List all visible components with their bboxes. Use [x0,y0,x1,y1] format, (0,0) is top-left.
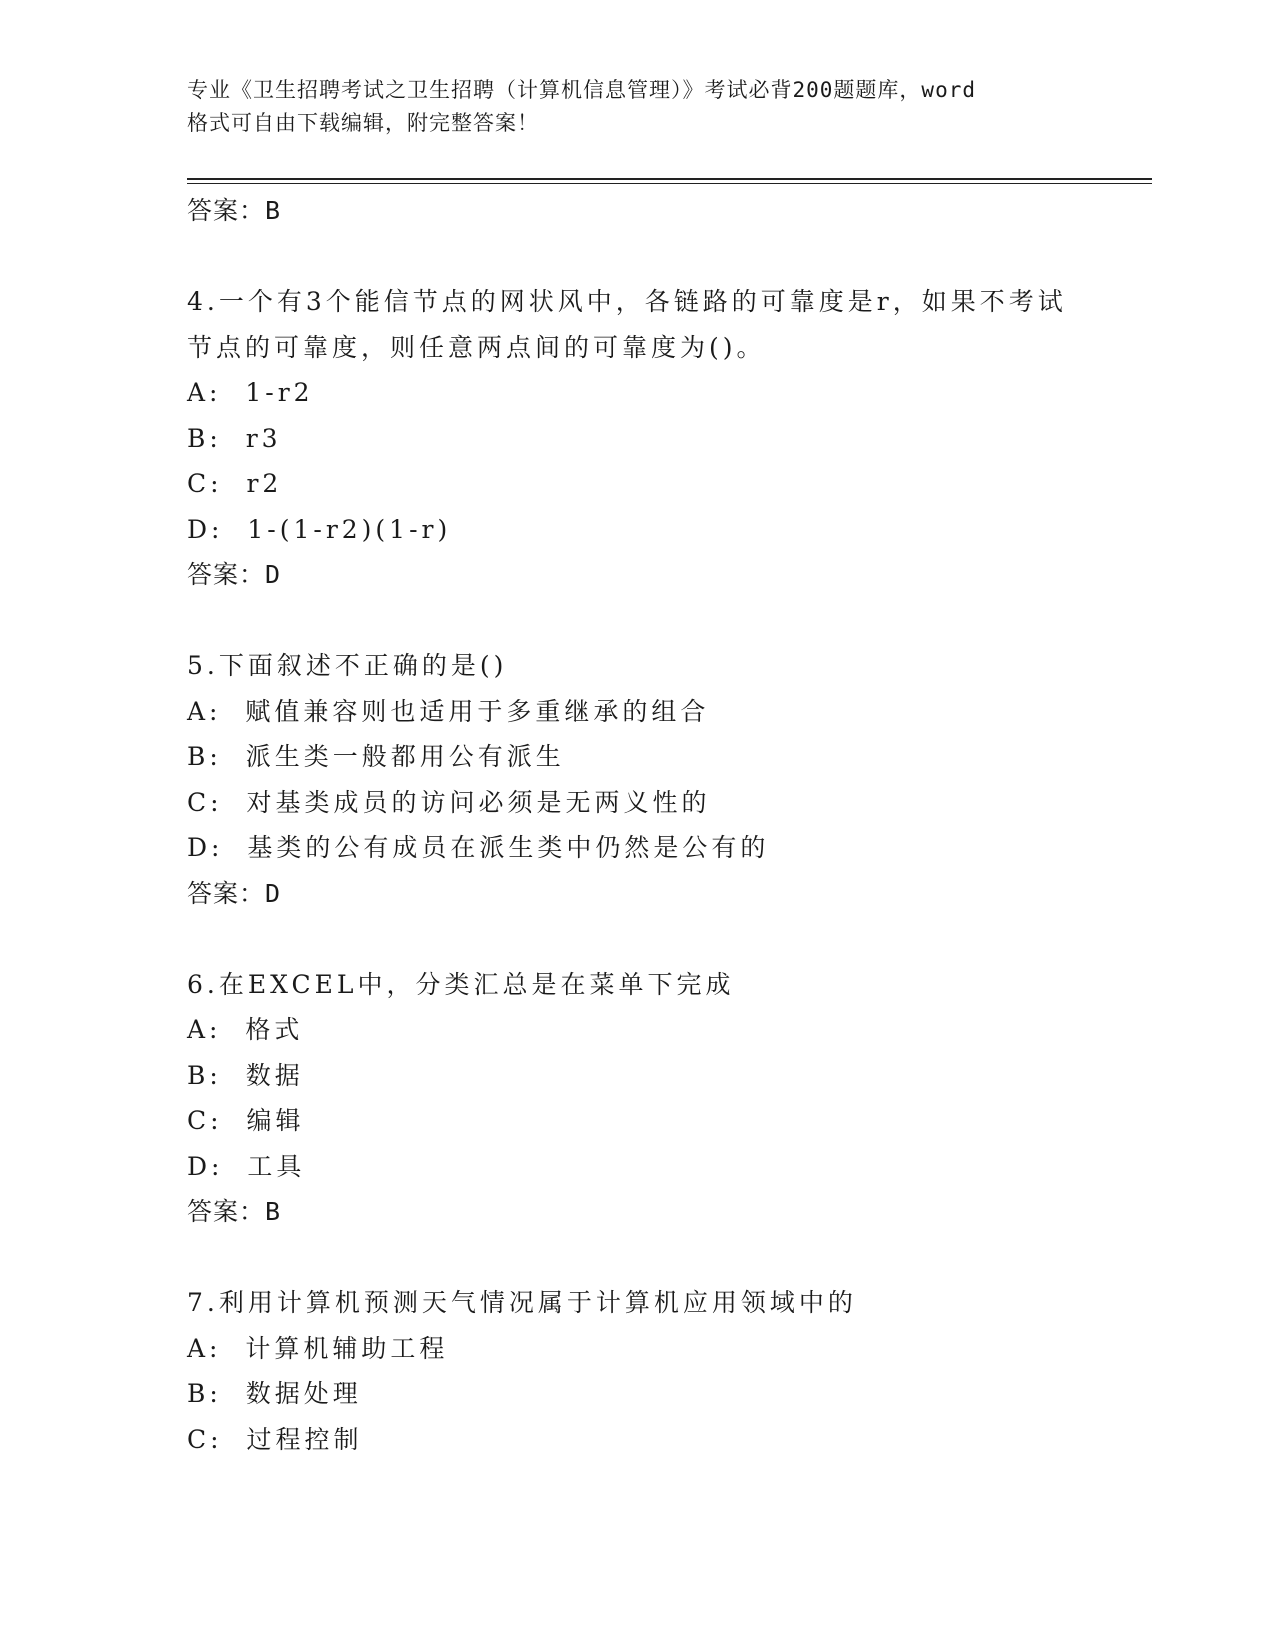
question-5-answer: 答案：D [187,878,282,908]
question-6-option-b: B: 数据 [187,1060,304,1090]
header-line-1: 专业《卫生招聘考试之卫生招聘（计算机信息管理）》考试必背200题题库，word [187,78,976,102]
question-7 [187,1280,1107,1462]
question-7-option-a: A: 计算机辅助工程 [187,1333,449,1363]
question-6-option-a: A: 格式 [187,1015,304,1044]
question-list [187,188,1107,1462]
document-header [187,74,1087,140]
question-4 [187,279,1107,598]
question-4-option-d: D: 1-(1-r2)(1-r) [187,514,452,544]
question-6-option-d: D: 工具 [187,1151,306,1181]
question-4-option-a: A: 1-r2 [187,378,314,407]
question-5-stem: 5.下面叙述不正确的是() [187,651,508,680]
header-rule-thick [187,178,1152,180]
question-5-option-c: C: 对基类成员的访问必须是无两义性的 [187,787,711,817]
question-7-option-b: B: 数据处理 [187,1379,362,1408]
question-4-stem-line-2: 节点的可靠度，则任意两点间的可靠度为()。 [187,332,766,362]
question-4-answer: 答案：D [187,560,282,589]
question-6-option-c: C: 编辑 [187,1106,305,1135]
question-5-option-a: A: 赋值兼容则也适用于多重继承的组合 [187,696,710,726]
header-line-2: 格式可自由下载编辑，附完整答案！ [187,111,539,135]
answer-previous: 答案：B [187,196,282,225]
question-4-option-c: C: r2 [187,469,283,498]
question-4-option-b: B: r3 [187,423,282,453]
question-7-stem: 7.利用计算机预测天气情况属于计算机应用领域中的 [187,1288,857,1317]
question-6 [187,962,1107,1235]
question-5-option-d: D: 基类的公有成员在派生类中仍然是公有的 [187,833,770,862]
question-5 [187,643,1107,916]
question-7-option-c: C: 过程控制 [187,1424,363,1454]
question-5-option-b: B: 派生类一般都用公有派生 [187,742,565,771]
question-6-stem: 6.在EXCEL中，分类汇总是在菜单下完成 [187,969,735,999]
question-6-answer: 答案：B [187,1197,282,1226]
question-4-stem-line-1: 4.一个有3个能信节点的网状风中，各链路的可靠度是r，如果不考试 [187,287,1067,316]
header-rule-thin [187,183,1152,184]
